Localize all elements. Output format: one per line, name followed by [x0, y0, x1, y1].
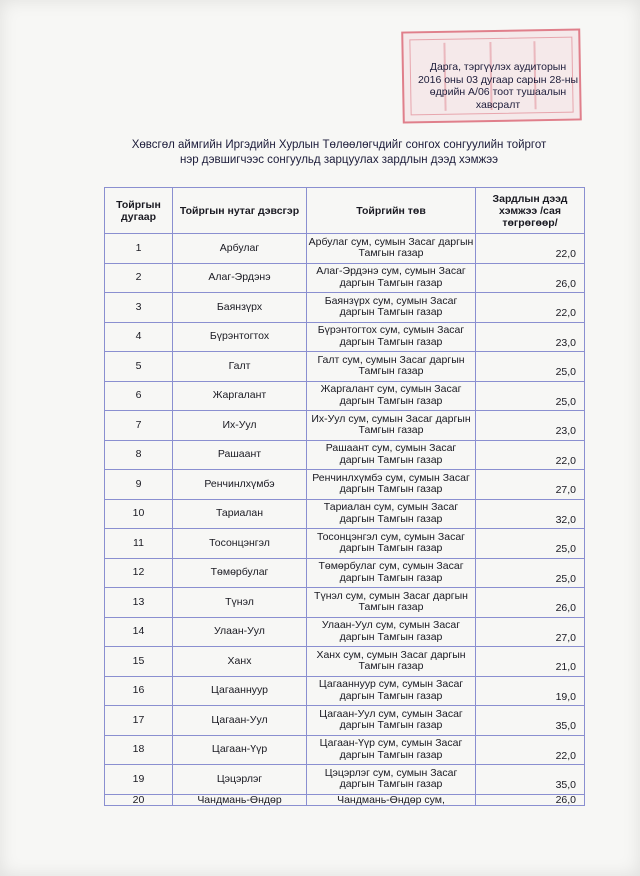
cell-amount: 26,0	[476, 588, 585, 618]
table-row	[105, 293, 585, 323]
cell-amount: 25,0	[476, 381, 585, 411]
cell-center: Цагаан-Уул сум, сумын Засаг даргын Тамгын газар	[307, 706, 476, 736]
cell-center: Цагаан-Үүр сум, сумын Засаг даргын Тамгын газар	[307, 735, 476, 765]
cell-number: 16	[105, 676, 173, 706]
cell-amount: 23,0	[476, 322, 585, 352]
cell-number: 12	[105, 558, 173, 588]
cell-center: Чандмань-Өндөр сум,	[307, 794, 476, 805]
cell-territory: Ханх	[173, 647, 307, 677]
cell-amount: 22,0	[476, 440, 585, 470]
cell-territory: Цэцэрлэг	[173, 765, 307, 795]
expense-limit-table	[104, 187, 585, 806]
table-row	[105, 558, 585, 588]
cell-center: Арбулаг сум, сумын Засаг даргын Тамгын газар	[307, 234, 476, 264]
cell-amount: 21,0	[476, 647, 585, 677]
cell-territory: Арбулаг	[173, 234, 307, 264]
cell-number: 9	[105, 470, 173, 500]
cell-number: 6	[105, 381, 173, 411]
cell-territory: Баянзүрх	[173, 293, 307, 323]
title-line: нэр дэвшигчээс сонгуульд зарцуулах зардлын дээд хэмжээ	[180, 154, 498, 166]
cell-territory: Улаан-Уул	[173, 617, 307, 647]
table-body	[105, 234, 585, 806]
cell-number: 11	[105, 529, 173, 559]
cell-center: Баянзүрх сум, сумын Засаг даргын Тамгын газар	[307, 293, 476, 323]
cell-center: Ренчинлхүмбэ сум, сумын Засаг даргын Тамгын газар	[307, 470, 476, 500]
table-row	[105, 617, 585, 647]
cell-territory: Ренчинлхүмбэ	[173, 470, 307, 500]
cell-center: Рашаант сум, сумын Засаг даргын Тамгын газар	[307, 440, 476, 470]
cell-number: 13	[105, 588, 173, 618]
approval-line: өдрийн А/06 тоот тушаалын	[429, 86, 567, 98]
cell-territory: Жаргалант	[173, 381, 307, 411]
cell-territory: Цагаан-Уул	[173, 706, 307, 736]
cell-center: Их-Уул сум, сумын Засаг даргын Тамгын газар	[307, 411, 476, 441]
cell-territory: Цагаан-Үүр	[173, 735, 307, 765]
table-row	[105, 234, 585, 264]
cell-center: Цэцэрлэг сум, сумын Засаг даргын Тамгын газар	[307, 765, 476, 795]
cell-number: 7	[105, 411, 173, 441]
cell-center: Төмөрбулаг сум, сумын Засаг даргын Тамгын газар	[307, 558, 476, 588]
cell-center: Түнэл сум, сумын Засаг даргын Тамгын газар	[307, 588, 476, 618]
cell-territory: Рашаант	[173, 440, 307, 470]
table-row	[105, 529, 585, 559]
cell-amount: 26,0	[476, 263, 585, 293]
cell-number: 17	[105, 706, 173, 736]
title-line: Хөвсгөл аймгийн Иргэдийн Хурлын Төлөөлөгчдийг сонгох сонгуулийн тойргот	[131, 139, 547, 151]
cell-center: Галт сум, сумын Засаг даргын Тамгын газар	[307, 352, 476, 382]
table-row	[105, 794, 585, 805]
cell-amount: 22,0	[476, 293, 585, 323]
cell-territory: Тосонцэнгэл	[173, 529, 307, 559]
cell-amount: 25,0	[476, 558, 585, 588]
cell-number: 10	[105, 499, 173, 529]
approval-note	[398, 61, 598, 111]
cell-amount: 35,0	[476, 706, 585, 736]
cell-number: 20	[105, 794, 173, 805]
header-territory: Тойргын нутаг дэвсгэр	[173, 188, 307, 234]
cell-territory: Цагааннуур	[173, 676, 307, 706]
document-title	[100, 138, 578, 168]
cell-amount: 26,0	[476, 794, 585, 805]
table-row	[105, 440, 585, 470]
approval-line: Дарга, тэргүүлэх аудиторын	[429, 61, 567, 73]
cell-territory: Төмөрбулаг	[173, 558, 307, 588]
cell-amount: 19,0	[476, 676, 585, 706]
cell-amount: 25,0	[476, 529, 585, 559]
cell-number: 8	[105, 440, 173, 470]
cell-amount: 32,0	[476, 499, 585, 529]
table-row	[105, 647, 585, 677]
cell-number: 18	[105, 735, 173, 765]
cell-center: Тосонцэнгэл сум, сумын Засаг даргын Тамгын газар	[307, 529, 476, 559]
table-row	[105, 765, 585, 795]
table-row	[105, 676, 585, 706]
table-row	[105, 411, 585, 441]
cell-center: Жаргалант сум, сумын Засаг даргын Тамгын газар	[307, 381, 476, 411]
cell-territory: Галт	[173, 352, 307, 382]
cell-center: Цагааннуур сум, сумын Засаг даргын Тамгын газар	[307, 676, 476, 706]
cell-number: 2	[105, 263, 173, 293]
table-row	[105, 735, 585, 765]
cell-center: Улаан-Уул сум, сумын Засаг даргын Тамгын газар	[307, 617, 476, 647]
header-center: Тойргийн төв	[307, 188, 476, 234]
table-row	[105, 470, 585, 500]
table-row	[105, 706, 585, 736]
table-row	[105, 499, 585, 529]
cell-amount: 27,0	[476, 470, 585, 500]
header-amount: Зардлын дээд хэмжээ /сая төгрөгөөр/	[476, 188, 585, 234]
cell-number: 4	[105, 322, 173, 352]
cell-territory: Их-Уул	[173, 411, 307, 441]
cell-number: 14	[105, 617, 173, 647]
table-row	[105, 588, 585, 618]
table-header-row	[105, 188, 585, 234]
header-number: Тойргын дугаар	[105, 188, 173, 234]
cell-amount: 22,0	[476, 735, 585, 765]
cell-center: Бүрэнтогтох сум, сумын Засаг даргын Тамгын газар	[307, 322, 476, 352]
cell-territory: Бүрэнтогтох	[173, 322, 307, 352]
cell-amount: 35,0	[476, 765, 585, 795]
cell-center: Ханх сум, сумын Засаг даргын Тамгын газар	[307, 647, 476, 677]
table-row	[105, 381, 585, 411]
cell-number: 3	[105, 293, 173, 323]
cell-number: 1	[105, 234, 173, 264]
cell-territory: Алаг-Эрдэнэ	[173, 263, 307, 293]
cell-territory: Чандмань-Өндөр	[173, 794, 307, 805]
cell-center: Алаг-Эрдэнэ сум, сумын Засаг даргын Тамгын газар	[307, 263, 476, 293]
cell-amount: 22,0	[476, 234, 585, 264]
table-row	[105, 322, 585, 352]
cell-number: 19	[105, 765, 173, 795]
cell-territory: Түнэл	[173, 588, 307, 618]
approval-line: хавсралт	[475, 98, 521, 111]
approval-line: 2016 оны 03 дугаар сарын 28-ны	[417, 73, 579, 86]
table-row	[105, 352, 585, 382]
cell-amount: 25,0	[476, 352, 585, 382]
table-row	[105, 263, 585, 293]
cell-center: Тариалан сум, сумын Засаг даргын Тамгын газар	[307, 499, 476, 529]
cell-amount: 23,0	[476, 411, 585, 441]
cell-amount: 27,0	[476, 617, 585, 647]
cell-number: 15	[105, 647, 173, 677]
cell-territory: Тариалан	[173, 499, 307, 529]
cell-number: 5	[105, 352, 173, 382]
